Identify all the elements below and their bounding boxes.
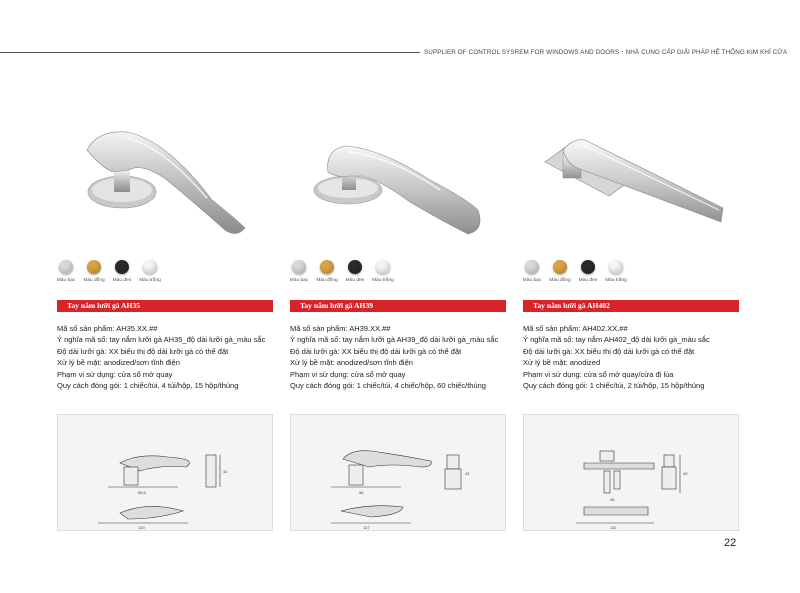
- spec-line: Quy cách đóng gói: 1 chiếc/túi, 4 túi/hộp, 15 hộp/thùng: [57, 381, 239, 391]
- product-title: Tay nắm lưỡi gà AH39: [290, 300, 506, 312]
- swatch-bronze: Màu đồng: [312, 260, 342, 283]
- handle-photo-ah35: [57, 110, 273, 250]
- swatch-silver: Màu bạc: [517, 260, 547, 283]
- spec-line: Phạm vi sử dụng: cửa sổ mở quay/cửa đi lùa: [523, 369, 674, 379]
- spec-line: Quy cách đóng gói: 1 chiếc/túi, 4 chiếc/hộp, 60 chiếc/thùng: [290, 381, 486, 391]
- swatch-bronze: Màu đồng: [545, 260, 575, 283]
- svg-text:56: 56: [359, 490, 364, 495]
- swatch-black: Màu đen: [340, 260, 370, 283]
- technical-drawing-ah35: [57, 414, 273, 531]
- swatch-black: Màu đen: [107, 260, 137, 283]
- handle-photo-ah39: [290, 110, 506, 250]
- handle-photo-ah402: [523, 110, 739, 250]
- spec-line: Phạm vi sử dụng: cửa sổ mở quay: [290, 369, 406, 379]
- swatch-white: Màu trắng: [368, 260, 398, 283]
- spec-line: Phạm vi sử dụng: cửa sổ mở quay: [57, 369, 173, 379]
- swatch-white: Màu trắng: [135, 260, 165, 283]
- swatch-black: Màu đen: [573, 260, 603, 283]
- svg-text:120: 120: [138, 525, 145, 530]
- header-rule: [0, 52, 420, 53]
- page-number: 22: [724, 537, 737, 549]
- product-title: Tay nắm lưỡi gà AH35: [57, 300, 273, 312]
- spec-line: Quy cách đóng gói: 1 chiếc/túi, 2 túi/hộp, 15 hộp/thùng: [523, 381, 705, 391]
- svg-text:40: 40: [683, 471, 688, 476]
- spec-line: Mã số sản phẩm: AH402.XX.##: [523, 324, 628, 333]
- svg-text:44: 44: [223, 469, 228, 474]
- color-swatches: [523, 260, 739, 300]
- spec-line: Ý nghĩa mã số: tay nắm lưỡi gà AH35_độ dài lưỡi gà_màu sắc: [57, 335, 266, 345]
- spec-line: Độ dài lưỡi gà: XX biểu thị độ dài lưỡi gà có thể đặt: [523, 346, 695, 356]
- svg-text:48: 48: [610, 497, 615, 502]
- swatch-silver: Màu bạc: [284, 260, 314, 283]
- color-swatches: [290, 260, 506, 300]
- product-specs: [523, 323, 739, 391]
- svg-text:127: 127: [363, 525, 370, 530]
- header-tagline: SUPPLIER OF CONTROL SYSREM FOR WINDOWS AND DOORS・NHÀ CUNG CẤP GIẢI PHÁP HỆ THỐNG KIM KHÍ CỬA: [424, 49, 788, 56]
- svg-text:56.8: 56.8: [138, 490, 146, 495]
- technical-drawing-ah402: [523, 414, 739, 531]
- svg-text:110: 110: [610, 525, 617, 530]
- color-swatches: [57, 260, 273, 300]
- spec-line: Mã số sản phẩm: AH35.XX.##: [57, 324, 158, 333]
- svg-text:43: 43: [465, 471, 470, 476]
- product-specs: [290, 323, 506, 391]
- spec-line: Độ dài lưỡi gà: XX biểu thị độ dài lưỡi gà có thể đặt: [290, 346, 462, 356]
- product-title: Tay nắm lưỡi gà AH402: [523, 300, 739, 312]
- swatch-bronze: Màu đồng: [79, 260, 109, 283]
- spec-line: Ý nghĩa mã số: tay nắm AH402_độ dài lưỡi gà_màu sắc: [523, 335, 710, 345]
- technical-drawing-ah39: [290, 414, 506, 531]
- product-specs: [57, 323, 273, 391]
- spec-line: Mã số sản phẩm: AH39.XX.##: [290, 324, 391, 333]
- spec-line: Ý nghĩa mã số: tay nắm lưỡi gà AH39_độ dài lưỡi gà_màu sắc: [290, 335, 499, 345]
- spec-line: Xử lý bề mặt: anodized/sơn tĩnh điện: [57, 358, 180, 368]
- swatch-silver: Màu bạc: [51, 260, 81, 283]
- swatch-white: Màu trắng: [601, 260, 631, 283]
- spec-line: Xử lý bề mặt: anodized: [523, 358, 601, 368]
- spec-line: Độ dài lưỡi gà: XX biểu thị độ dài lưỡi gà có thể đặt: [57, 346, 229, 356]
- spec-line: Xử lý bề mặt: anodized/sơn tĩnh điện: [290, 358, 413, 368]
